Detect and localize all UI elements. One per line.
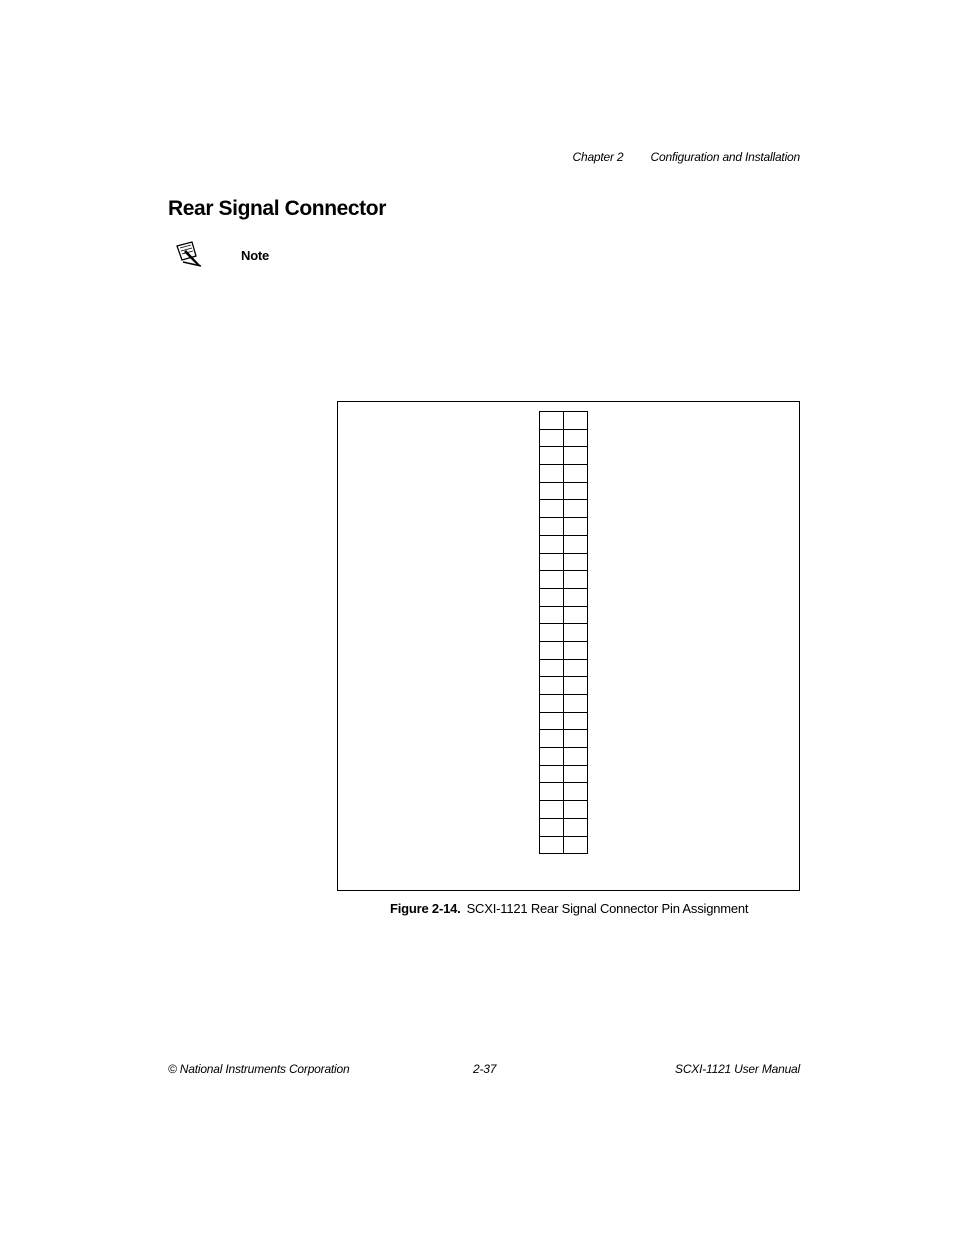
pin-cell bbox=[539, 801, 563, 818]
pin-cell bbox=[539, 518, 563, 535]
pin-row bbox=[539, 536, 588, 554]
pin-cell bbox=[563, 660, 588, 677]
figure-caption-text: SCXI-1121 Rear Signal Connector Pin Assignment bbox=[466, 901, 749, 916]
pin-cell bbox=[563, 837, 588, 854]
pin-row bbox=[539, 447, 588, 465]
pin-cell bbox=[563, 500, 588, 517]
pin-cell bbox=[539, 554, 563, 571]
pin-cell bbox=[563, 412, 588, 429]
note-pencil-icon bbox=[174, 240, 204, 268]
pin-cell bbox=[563, 518, 588, 535]
pin-cell bbox=[563, 571, 588, 588]
pin-cell bbox=[539, 819, 563, 836]
pin-row bbox=[539, 730, 588, 748]
pin-cell bbox=[539, 430, 563, 447]
pin-row bbox=[539, 554, 588, 572]
pin-row bbox=[539, 748, 588, 766]
pin-cell bbox=[563, 483, 588, 500]
connector-pin-grid bbox=[539, 411, 588, 854]
figure-number: Figure 2-14. bbox=[390, 901, 461, 916]
pin-cell bbox=[539, 500, 563, 517]
pin-cell bbox=[539, 748, 563, 765]
pin-cell bbox=[563, 713, 588, 730]
pin-cell bbox=[563, 677, 588, 694]
pin-row bbox=[539, 607, 588, 625]
pin-cell bbox=[563, 447, 588, 464]
pin-cell bbox=[563, 554, 588, 571]
pin-cell bbox=[539, 624, 563, 641]
pin-cell bbox=[563, 624, 588, 641]
pin-cell bbox=[539, 571, 563, 588]
pin-cell bbox=[539, 695, 563, 712]
pin-row bbox=[539, 500, 588, 518]
pin-cell bbox=[539, 607, 563, 624]
pin-cell bbox=[539, 447, 563, 464]
pin-row bbox=[539, 430, 588, 448]
pin-row bbox=[539, 660, 588, 678]
pin-row bbox=[539, 518, 588, 536]
pin-row bbox=[539, 783, 588, 801]
pin-row bbox=[539, 677, 588, 695]
pin-cell bbox=[539, 589, 563, 606]
pin-row bbox=[539, 837, 588, 855]
pin-cell bbox=[563, 430, 588, 447]
section-title: Rear Signal Connector bbox=[168, 197, 386, 220]
pin-row bbox=[539, 571, 588, 589]
footer-manual-title: SCXI-1121 User Manual bbox=[675, 1062, 800, 1076]
pin-cell bbox=[563, 748, 588, 765]
pin-cell bbox=[563, 607, 588, 624]
pin-cell bbox=[539, 483, 563, 500]
pin-row bbox=[539, 465, 588, 483]
pin-cell bbox=[563, 730, 588, 747]
running-head bbox=[573, 150, 801, 164]
pin-cell bbox=[563, 589, 588, 606]
figure-frame bbox=[337, 401, 800, 891]
pin-cell bbox=[539, 465, 563, 482]
pin-cell bbox=[539, 677, 563, 694]
note-label: Note bbox=[241, 248, 270, 263]
pin-cell bbox=[563, 783, 588, 800]
pin-cell bbox=[539, 536, 563, 553]
pin-cell bbox=[563, 695, 588, 712]
pin-row bbox=[539, 642, 588, 660]
pin-cell bbox=[539, 783, 563, 800]
pin-cell bbox=[563, 801, 588, 818]
pin-row bbox=[539, 624, 588, 642]
pin-cell bbox=[539, 730, 563, 747]
pin-cell bbox=[563, 642, 588, 659]
pin-row bbox=[539, 589, 588, 607]
footer-page-number: 2-37 bbox=[473, 1062, 497, 1076]
pin-cell bbox=[563, 536, 588, 553]
pin-cell bbox=[539, 766, 563, 783]
pin-row bbox=[539, 713, 588, 731]
figure-caption bbox=[390, 901, 748, 916]
pin-row bbox=[539, 483, 588, 501]
pin-cell bbox=[539, 660, 563, 677]
pin-row bbox=[539, 412, 588, 430]
pin-row bbox=[539, 695, 588, 713]
pin-cell bbox=[563, 766, 588, 783]
pin-cell bbox=[539, 642, 563, 659]
pin-cell bbox=[563, 819, 588, 836]
footer-copyright: © National Instruments Corporation bbox=[168, 1062, 350, 1076]
pin-cell bbox=[539, 713, 563, 730]
pin-cell bbox=[539, 412, 563, 429]
pin-cell bbox=[563, 465, 588, 482]
pin-row bbox=[539, 801, 588, 819]
pin-cell bbox=[539, 837, 563, 854]
section-label: Configuration and Installation bbox=[650, 150, 800, 164]
pin-row bbox=[539, 819, 588, 837]
chapter-label: Chapter 2 bbox=[572, 150, 624, 164]
pin-row bbox=[539, 766, 588, 784]
